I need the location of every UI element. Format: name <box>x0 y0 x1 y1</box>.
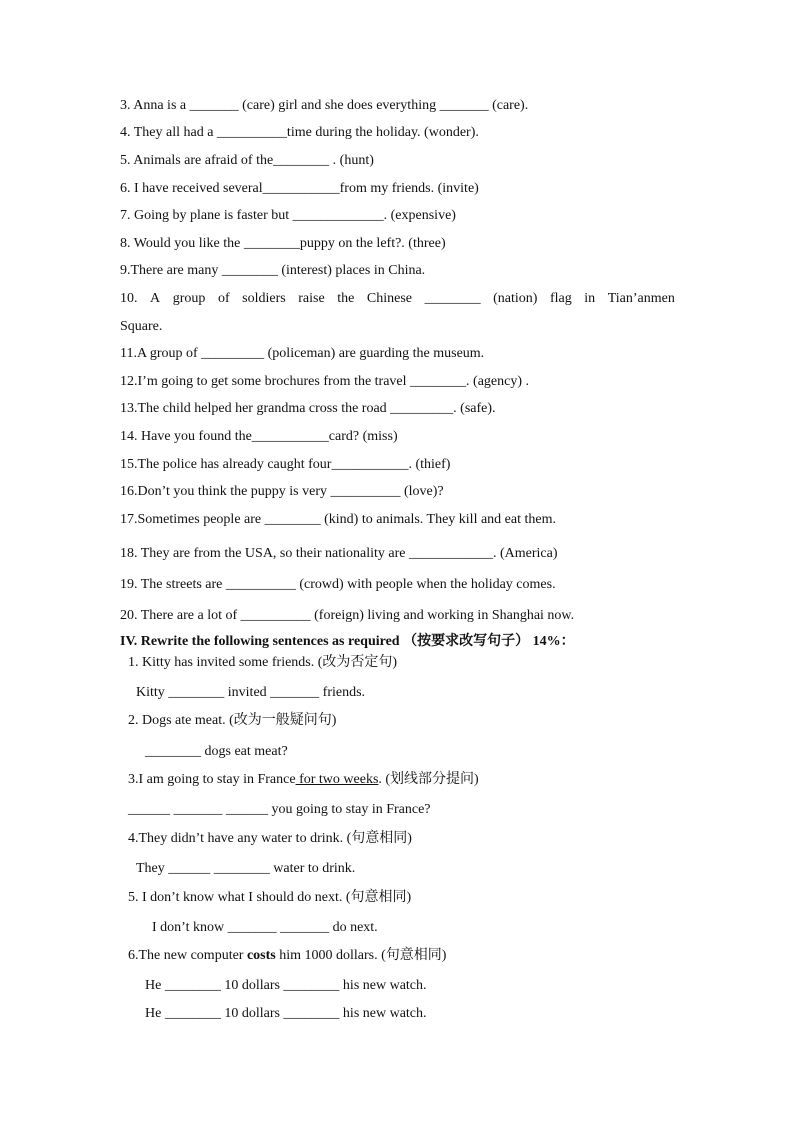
q10-word: Tian’anmen <box>607 291 675 306</box>
q10-word: group <box>172 291 206 306</box>
rewrite-3-question-start: 3.I am going to stay in France <box>128 772 296 787</box>
rewrite-6-question-end: him 1000 dollars. (句意相同) <box>275 948 447 963</box>
rewrite-5-answer: I don’t know _______ _______ do next. <box>152 920 378 935</box>
rewrite-5-question: 5. I don’t know what I should do next. (句意相同) <box>128 890 412 905</box>
question-19: 19. The streets are __________ (crowd) with people when the holiday comes. <box>120 577 556 592</box>
q10-word: raise <box>298 291 325 306</box>
question-15: 15.The police has already caught four___________. (thief) <box>120 457 451 472</box>
rewrite-6-answer-1: He ________ 10 dollars ________ his new watch. <box>145 978 427 993</box>
rewrite-1-answer: Kitty ________ invited _______ friends. <box>136 685 366 700</box>
q10-word: the <box>337 291 355 306</box>
question-17: 17.Sometimes people are ________ (kind) to animals. They kill and eat them. <box>120 512 556 527</box>
question-12: 12.I’m going to get some brochures from the travel ________. (agency) . <box>120 374 530 389</box>
question-6: 6. I have received several___________from my friends. (invite) <box>120 181 479 196</box>
rewrite-6-answer-2: He ________ 10 dollars ________ his new watch. <box>145 1006 427 1021</box>
question-5: 5. Animals are afraid of the________ . (hunt) <box>120 153 374 168</box>
q10-word: ________ <box>424 291 481 306</box>
question-7: 7. Going by plane is faster but _____________. (expensive) <box>120 208 456 223</box>
rewrite-3-answer: ______ _______ ______ you going to stay in France? <box>128 802 431 817</box>
rewrite-6-question-start: 6.The new computer <box>128 948 247 963</box>
question-16: 16.Don’t you think the puppy is very __________ (love)? <box>120 484 444 499</box>
question-4: 4. They all had a __________time during the holiday. (wonder). <box>120 125 479 140</box>
question-18: 18. They are from the USA, so their nationality are ____________. (America) <box>120 546 558 561</box>
q10-word: A <box>150 291 161 306</box>
q10-word: 10. <box>120 291 138 306</box>
q10-word: Chinese <box>366 291 413 306</box>
question-11: 11.A group of _________ (policeman) are guarding the museum. <box>120 346 485 361</box>
section-4-heading: IV. Rewrite the following sentences as required （按要求改写句子） 14%： <box>120 634 575 649</box>
rewrite-3-question <box>128 771 479 789</box>
rewrite-4-question: 4.They didn’t have any water to drink. (句意相同) <box>128 831 412 846</box>
question-9: 9.There are many ________ (interest) places in China. <box>120 263 426 278</box>
question-20: 20. There are a lot of __________ (foreign) living and working in Shanghai now. <box>120 608 575 623</box>
rewrite-3-underlined-phrase: for two weeks <box>295 772 379 787</box>
rewrite-6-bold-word: costs <box>246 948 276 963</box>
rewrite-1-question: 1. Kitty has invited some friends. (改为否定句) <box>128 655 398 670</box>
question-10-line-2: Square. <box>120 319 163 334</box>
q10-word: soldiers <box>242 291 286 306</box>
q10-word: of <box>217 291 230 306</box>
question-10 <box>120 290 675 308</box>
question-14: 14. Have you found the___________card? (miss) <box>120 429 398 444</box>
question-8: 8. Would you like the ________puppy on the left?. (three) <box>120 236 446 251</box>
rewrite-2-question: 2. Dogs ate meat. (改为一般疑问句) <box>128 713 337 728</box>
rewrite-6-question <box>128 947 446 965</box>
rewrite-2-answer: ________ dogs eat meat? <box>145 744 288 759</box>
q10-word: flag <box>549 291 572 306</box>
question-13: 13.The child helped her grandma cross the road _________. (safe). <box>120 401 496 416</box>
question-10-line-1 <box>120 290 675 308</box>
q10-word: in <box>584 291 596 306</box>
rewrite-3-question-end: . (划线部分提问) <box>378 772 479 787</box>
rewrite-4-answer: They ______ ________ water to drink. <box>136 861 356 876</box>
q10-word: (nation) <box>493 291 538 306</box>
question-3: 3. Anna is a _______ (care) girl and she does everything _______ (care). <box>120 98 529 113</box>
